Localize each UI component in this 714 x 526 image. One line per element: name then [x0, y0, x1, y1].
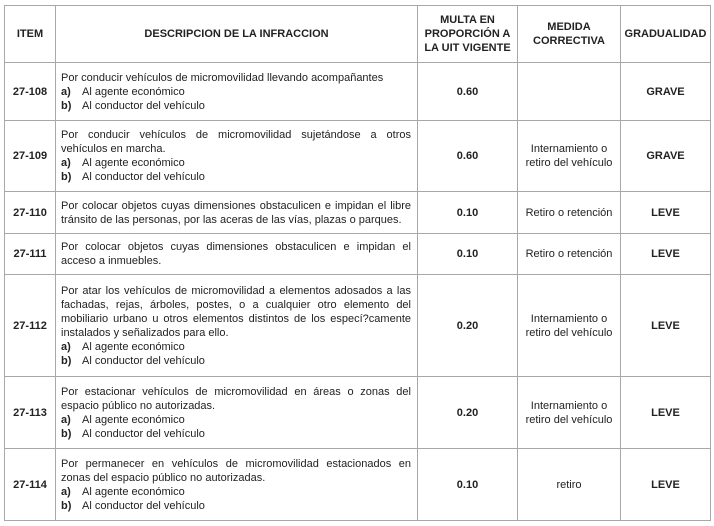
item-code: 27-114	[5, 449, 56, 521]
sanction-target-text: Al agente económico	[82, 85, 185, 98]
fine-uit: 0.10	[418, 192, 518, 234]
infraction-description	[56, 234, 418, 275]
infraction-description	[56, 449, 418, 521]
header-descripcion: DESCRIPCION DE LA INFRACCION	[56, 6, 418, 63]
fine-uit: 0.10	[418, 234, 518, 275]
severity-level: LEVE	[621, 275, 711, 377]
corrective-measure: Retiro o retención	[518, 192, 621, 234]
header-row	[5, 6, 711, 63]
sanction-target	[61, 85, 411, 99]
item-code: 27-110	[5, 192, 56, 234]
sanction-target-text: Al agente económico	[82, 413, 185, 426]
sanction-target	[61, 485, 411, 499]
corrective-measure: Retiro o retención	[518, 234, 621, 275]
severity-level: LEVE	[621, 234, 711, 275]
corrective-measure: Internamiento o retiro del vehículo	[518, 121, 621, 192]
sanction-target-letter: a)	[61, 413, 71, 426]
table-row	[5, 121, 711, 192]
corrective-measure: retiro	[518, 449, 621, 521]
item-code: 27-112	[5, 275, 56, 377]
sanction-target-letter: a)	[61, 485, 71, 498]
table-row	[5, 377, 711, 449]
infractions-table	[4, 5, 711, 521]
table-row	[5, 63, 711, 121]
infraction-description	[56, 63, 418, 121]
sanction-target-text: Al agente económico	[82, 485, 185, 498]
item-code: 27-108	[5, 63, 56, 121]
sanction-target-text: Al agente económico	[82, 157, 185, 169]
fine-uit: 0.60	[418, 63, 518, 121]
sanction-target	[61, 427, 411, 441]
header-multa: MULTA EN PROPORCIÓN A LA UIT VIGENTE	[418, 6, 518, 63]
sanction-target-text: Al conductor del vehículo	[82, 99, 205, 112]
corrective-measure: Internamiento o retiro del vehículo	[518, 377, 621, 449]
corrective-measure: Internamiento o retiro del vehículo	[518, 275, 621, 377]
infraction-description	[56, 192, 418, 234]
table-body	[5, 63, 711, 521]
description-text: Por colocar objetos cuyas dimensiones obstaculicen e impidan el libre tránsito de las personas, por las aceras de las vías, plazas o parques.	[61, 199, 411, 226]
sanction-target-text: Al conductor del vehículo	[82, 354, 205, 367]
sanction-target-text: Al conductor del vehículo	[82, 499, 205, 512]
sanction-target	[61, 499, 411, 513]
sanction-target-letter: b)	[61, 354, 72, 367]
infraction-description	[56, 121, 418, 192]
sanction-target-text: Al conductor del vehículo	[82, 171, 205, 183]
fine-uit: 0.20	[418, 275, 518, 377]
item-code: 27-111	[5, 234, 56, 275]
sanction-target-letter: b)	[61, 499, 72, 512]
fine-uit: 0.20	[418, 377, 518, 449]
fine-uit: 0.10	[418, 449, 518, 521]
description-text: Por estacionar vehículos de micromovilidad en áreas o zonas del espacio público no autorizadas.	[61, 385, 411, 412]
sanction-target-text: Al conductor del vehículo	[82, 427, 205, 440]
sanction-target-letter: a)	[61, 85, 71, 98]
header-medida: MEDIDA CORRECTIVA	[518, 6, 621, 63]
description-text: Por conducir vehículos de micromovilidad llevando acompañantes	[61, 71, 384, 84]
severity-level: LEVE	[621, 377, 711, 449]
table-row	[5, 449, 711, 521]
sanction-target	[61, 99, 411, 113]
severity-level: GRAVE	[621, 121, 711, 192]
sanction-target-text: Al agente económico	[82, 340, 185, 353]
severity-level: LEVE	[621, 449, 711, 521]
table-row	[5, 234, 711, 275]
sanction-target	[61, 413, 411, 427]
fine-uit: 0.60	[418, 121, 518, 192]
item-code: 27-113	[5, 377, 56, 449]
item-code: 27-109	[5, 121, 56, 192]
table-row	[5, 192, 711, 234]
sanction-target-letter: b)	[61, 427, 72, 440]
sanction-target-letter: a)	[61, 340, 71, 353]
sanction-target-letter: b)	[61, 171, 72, 183]
severity-level: GRAVE	[621, 63, 711, 121]
description-text: Por conducir vehículos de micromovilidad sujetándose a otros vehículos en marcha.	[61, 129, 411, 155]
header-item: ITEM	[5, 6, 56, 63]
sanction-target-letter: a)	[61, 157, 71, 169]
sanction-target	[61, 340, 411, 354]
sanction-target-letter: b)	[61, 99, 72, 112]
corrective-measure	[518, 63, 621, 121]
header-gradualidad: GRADUALIDAD	[621, 6, 711, 63]
sanction-target	[61, 156, 411, 170]
infraction-description	[56, 377, 418, 449]
table-row	[5, 275, 711, 377]
description-text: Por colocar objetos cuyas dimensiones obstaculicen e impidan el acceso a inmuebles.	[61, 241, 411, 267]
severity-level: LEVE	[621, 192, 711, 234]
description-text: Por atar los vehículos de micromovilidad a elementos adosados a las fachadas, rejas, árboles, postes, o a cualquier otro elemento del mobiliario urbano u otros elementos distintos de los especí?camente instalados y señalizados para ello.	[61, 284, 411, 339]
description-text: Por permanecer en vehículos de micromovilidad estacionados en zonas del espacio público no autorizadas.	[61, 457, 411, 484]
infraction-description	[56, 275, 418, 377]
sanction-target	[61, 170, 411, 184]
sanction-target	[61, 354, 411, 368]
